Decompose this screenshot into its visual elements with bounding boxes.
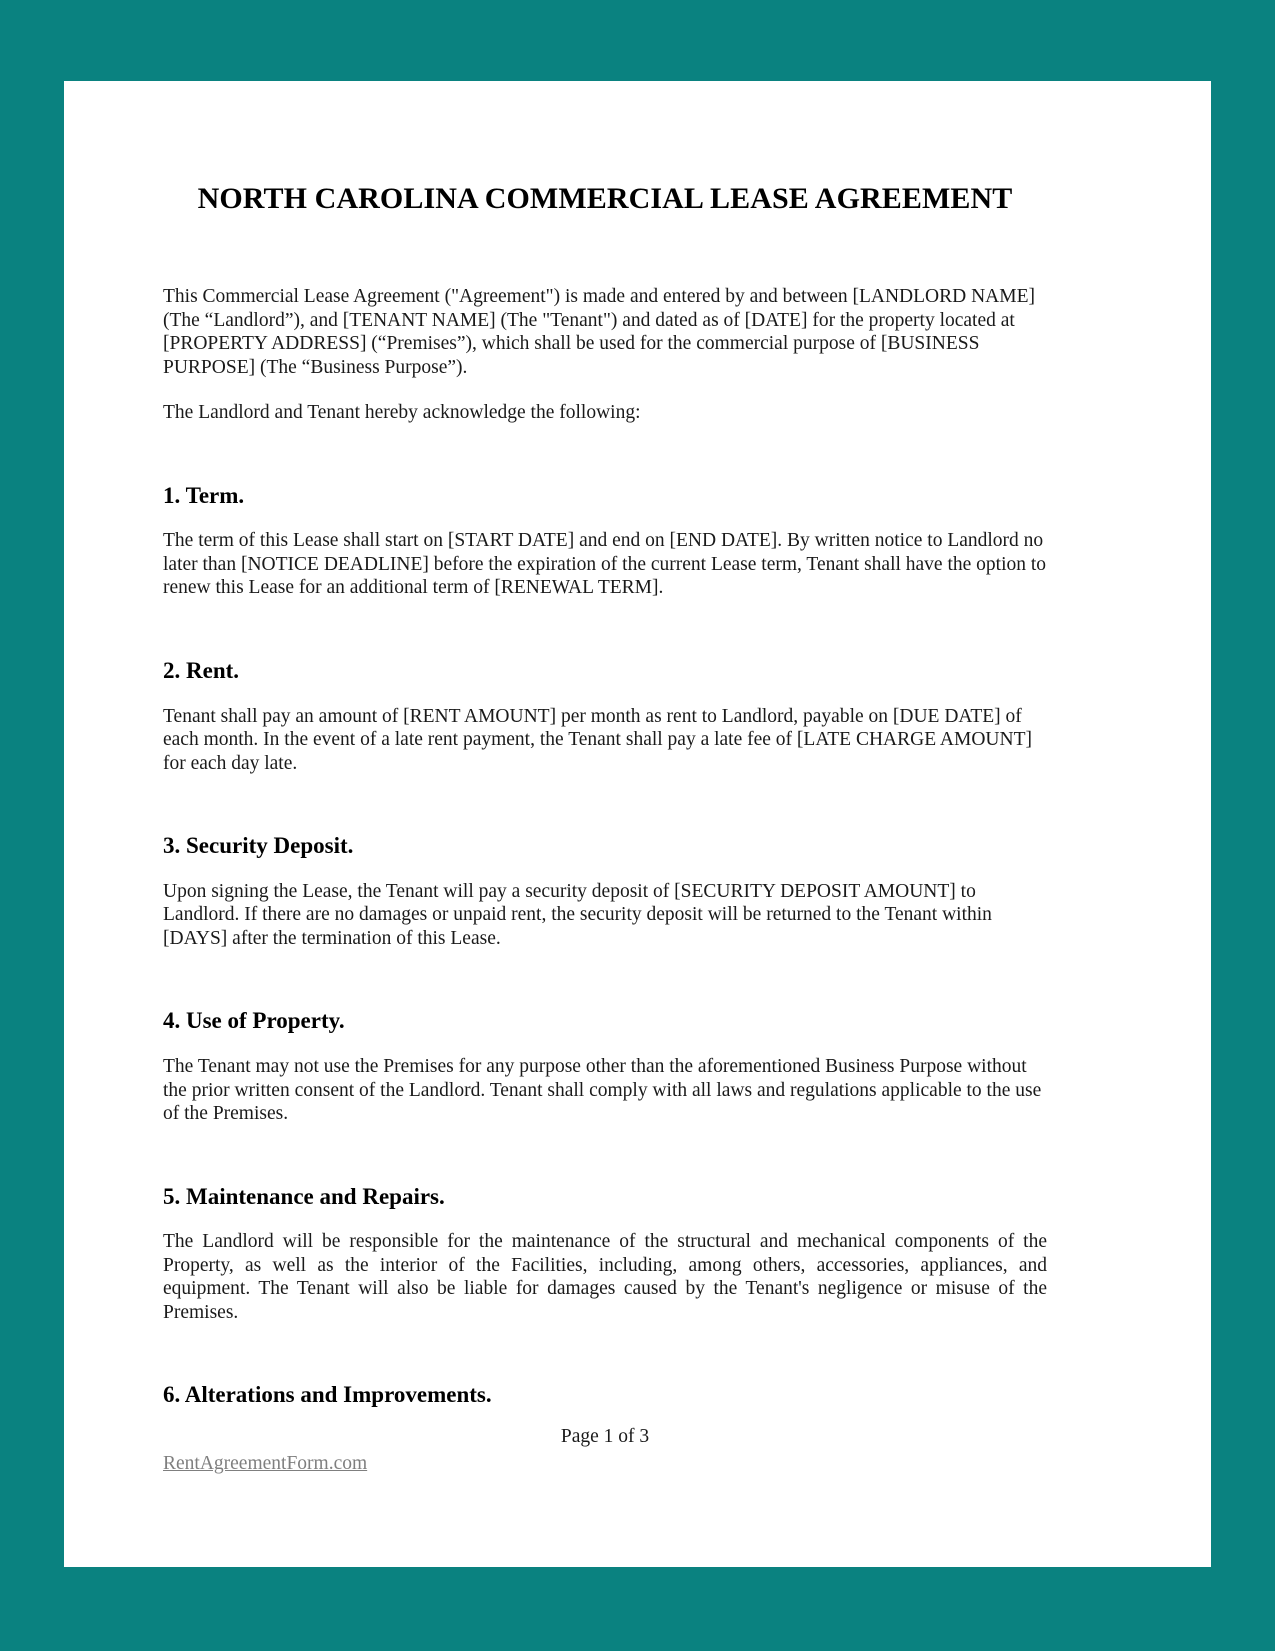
section-body-term: The term of this Lease shall start on [START DATE] and end on [END DATE]. By written notice to Landlord no later than [NOTICE DEADLINE] before the expiration of the current Lease term, Tenant shall have the option to renew this Lease for an additional term of [RENEWAL TERM]. [163,530,1047,599]
page-content [163,81,1047,1567]
acknowledgement-paragraph: The Landlord and Tenant hereby acknowledge the following: [163,402,641,423]
site-link[interactable]: RentAgreementForm.com [163,1453,368,1474]
section-heading-term: 1. Term. [163,482,245,508]
section-body-security-deposit: Upon signing the Lease, the Tenant will pay a security deposit of [SECURITY DEPOSIT AMOUNT] to Landlord. If there are no damages or unpaid rent, the security deposit will be returned to the Tenant within [DAYS] after the termination of this Lease. [163,880,992,949]
section-heading-rent: 2. Rent. [163,657,240,683]
section-heading-alterations-and-improvements: 6. Alterations and Improvements. [163,1382,492,1408]
section-maintenance-and-repairs [163,1183,1047,1325]
section-heading-use-of-property: 4. Use of Property. [163,1008,345,1034]
section-body-use-of-property: The Tenant may not use the Premises for any purpose other than the aforementioned Business Purpose without the prior written consent of the Landlord. Tenant shall comply with all laws and regulations applicable to the use of the Premises. [163,1056,1042,1124]
section-rent [163,657,1047,775]
document-page [64,81,1211,1567]
section-security-deposit [163,832,1047,950]
page-footer [163,1417,1047,1567]
section-heading-security-deposit: 3. Security Deposit. [163,833,354,858]
section-body-rent: Tenant shall pay an amount of [RENT AMOUNT] per month as rent to Landlord, payable on [DUE DATE] of each month. In the event of a late rent payment, the Tenant shall pay a late fee of [LATE CHARGE AMOUNT] for each day late. [163,705,1032,774]
page-title: NORTH CAROLINA COMMERCIAL LEASE AGREEMENT [197,182,1013,215]
section-heading-maintenance-and-repairs: 5. Maintenance and Repairs. [163,1183,445,1209]
page-number: Page 1 of 3 [560,1426,650,1447]
intro-paragraph: This Commercial Lease Agreement ("Agreement") is made and entered by and between [LANDLORD NAME] (The “Landlord”), and [TENANT NAME] (The "Tenant") and dated as of [DATE] for the property located at [PROPERTY ADDRESS] (“Premises”), which shall be used for the commercial purpose of [BUSINESS PURPOSE] (The “Business Purpose”). [163,286,1036,378]
intro-block [163,285,1047,425]
section-term [163,482,1047,600]
section-body-maintenance-and-repairs: The Landlord will be responsible for the maintenance of the structural and mechanical components of the Property, as well as the interior of the Facilities, including, among others, accessories, appliances, and equipment. The Tenant will also be liable for damages caused by the Tenant's negligence or misuse of the Premises. [163,1231,1047,1323]
section-use-of-property [163,1007,1047,1125]
section-alterations-and-improvements [163,1381,1047,1410]
